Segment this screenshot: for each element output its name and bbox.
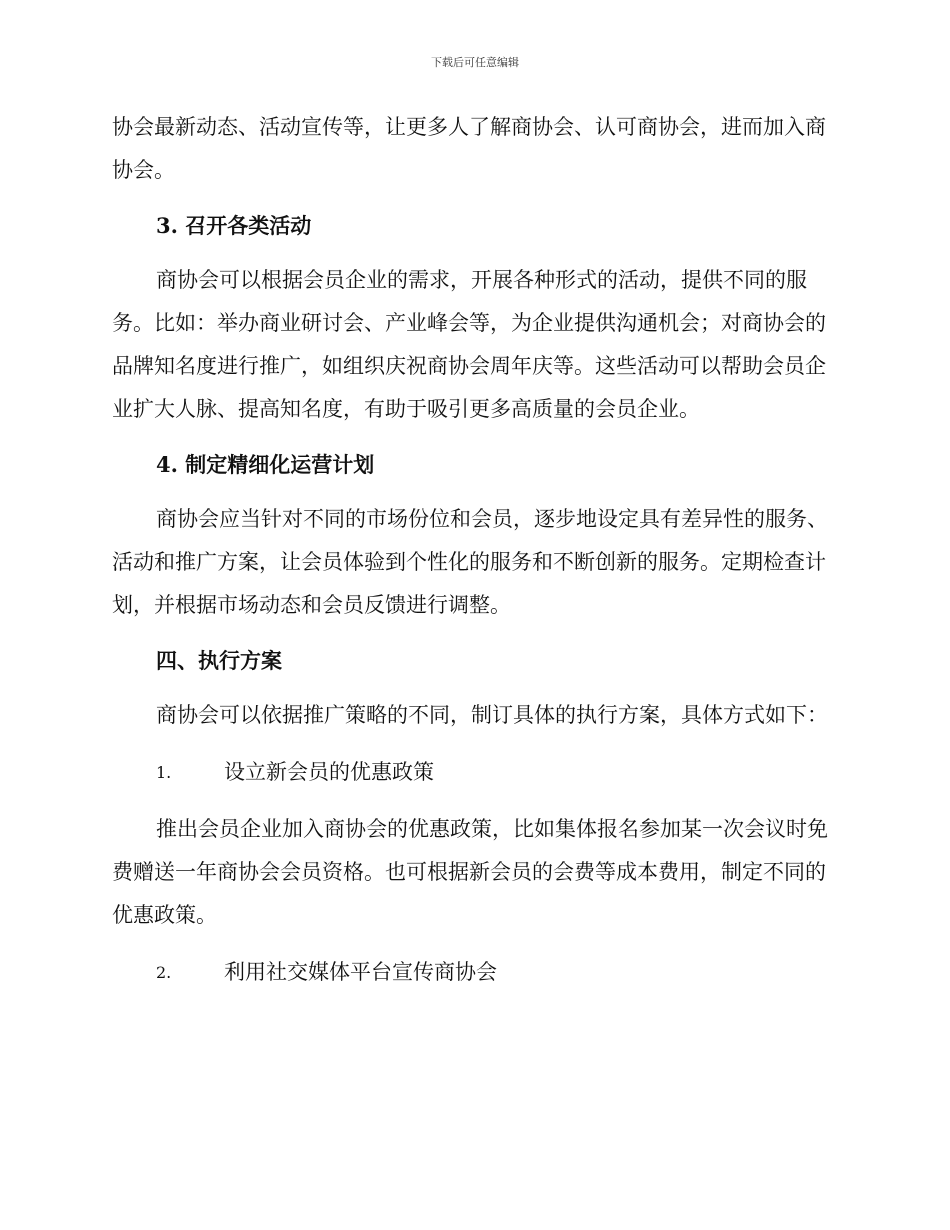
paragraph-member-policy: 推出会员企业加入商协会的优惠政策，比如集体报名参加某一次会议时免费赠送一年商协会会员资格。也可根据新会员的会费等成本费用，制定不同的优惠政策。	[112, 817, 828, 927]
list-item	[112, 951, 832, 994]
heading-hold-activities: 3. 召开各类活动	[156, 213, 312, 238]
document-body	[112, 106, 832, 994]
paragraph-activities: 商协会可以根据会员企业的需求，开展各种形式的活动，提供不同的服务。比如：举办商业研讨会、产业峰会等，为企业提供沟通机会；对商协会的品牌知名度进行推广，如组织庆祝商协会周年庆等。这些活动可以帮助会员企业扩大人脉、提高知名度，有助于吸引更多高质量的会员企业。	[112, 268, 826, 421]
list-item	[112, 751, 832, 794]
paragraph-operation-plan: 商协会应当针对不同的市场份位和会员，逐步地设定具有差异性的服务、活动和推广方案，让会员体验到个性化的服务和不断创新的服务。定期检查计划，并根据市场动态和会员反馈进行调整。	[112, 507, 828, 617]
list-number: 1.	[156, 763, 172, 782]
list-text: 利用社交媒体平台宣传商协会	[224, 960, 497, 984]
paragraph-continuation: 协会最新动态、活动宣传等，让更多人了解商协会、认可商协会，进而加入商协会。	[112, 115, 826, 182]
list-number: 2.	[156, 963, 172, 982]
header-note: 下载后可任意编辑	[431, 56, 519, 69]
paragraph-execution: 商协会可以依据推广策略的不同，制订具体的执行方案，具体方式如下：	[156, 703, 828, 727]
list-text: 设立新会员的优惠政策	[224, 760, 434, 784]
heading-section-execution: 四、执行方案	[156, 648, 282, 673]
heading-operation-plan: 4. 制定精细化运营计划	[156, 452, 375, 477]
